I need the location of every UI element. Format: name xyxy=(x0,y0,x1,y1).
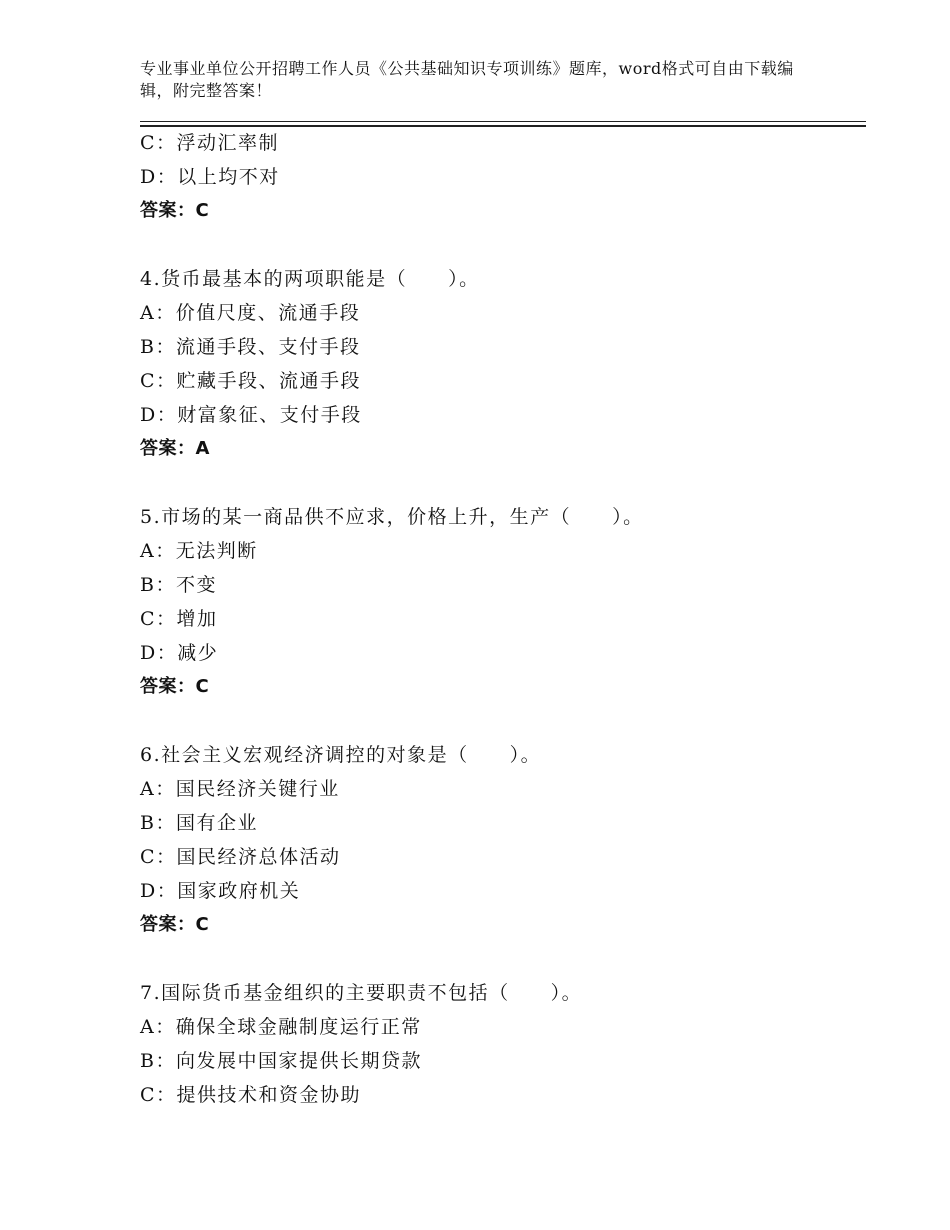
option-a: A：确保全球金融制度运行正常 xyxy=(140,1016,422,1038)
option-b: B：向发展中国家提供长期贷款 xyxy=(140,1050,422,1072)
option-c: C：国民经济总体活动 xyxy=(140,846,341,868)
spacer xyxy=(140,942,860,976)
header-divider-thin xyxy=(140,121,866,122)
question-stem: 5.市场的某一商品供不应求，价格上升，生产（ ）。 xyxy=(140,506,644,528)
answer-line: 答案：A xyxy=(140,438,210,459)
answer-line: 答案：C xyxy=(140,200,210,221)
option-a: A：无法判断 xyxy=(140,540,258,562)
option-c: C：浮动汇率制 xyxy=(140,132,280,154)
question-4 xyxy=(140,262,860,466)
option-a: A：价值尺度、流通手段 xyxy=(140,302,361,324)
option-a: A：国民经济关键行业 xyxy=(140,778,340,800)
question-stem: 4.货币最基本的两项职能是（ ）。 xyxy=(140,268,480,290)
question-6 xyxy=(140,738,860,942)
spacer xyxy=(140,228,860,262)
option-d: D：国家政府机关 xyxy=(140,880,301,902)
question-list xyxy=(140,126,860,1112)
option-d: D：财富象征、支付手段 xyxy=(140,404,362,426)
option-c: C：增加 xyxy=(140,608,218,630)
spacer xyxy=(140,466,860,500)
question-3-fragment xyxy=(140,126,860,228)
option-d: D：减少 xyxy=(140,642,219,664)
option-b: B：流通手段、支付手段 xyxy=(140,336,361,358)
answer-line: 答案：C xyxy=(140,914,210,935)
option-b: B：国有企业 xyxy=(140,812,258,834)
option-b: B：不变 xyxy=(140,574,217,596)
answer-line: 答案：C xyxy=(140,676,210,697)
option-c: C：贮藏手段、流通手段 xyxy=(140,370,362,392)
question-stem: 7.国际货币基金组织的主要职责不包括（ ）。 xyxy=(140,982,583,1004)
option-d: D：以上均不对 xyxy=(140,166,280,188)
spacer xyxy=(140,704,860,738)
question-5 xyxy=(140,500,860,704)
question-7 xyxy=(140,976,860,1112)
question-stem: 6.社会主义宏观经济调控的对象是（ ）。 xyxy=(140,744,542,766)
document-header: 专业事业单位公开招聘工作人员《公共基础知识专项训练》题库，word格式可自由下载编辑，附完整答案！ xyxy=(140,59,794,100)
option-c: C：提供技术和资金协助 xyxy=(140,1084,362,1106)
